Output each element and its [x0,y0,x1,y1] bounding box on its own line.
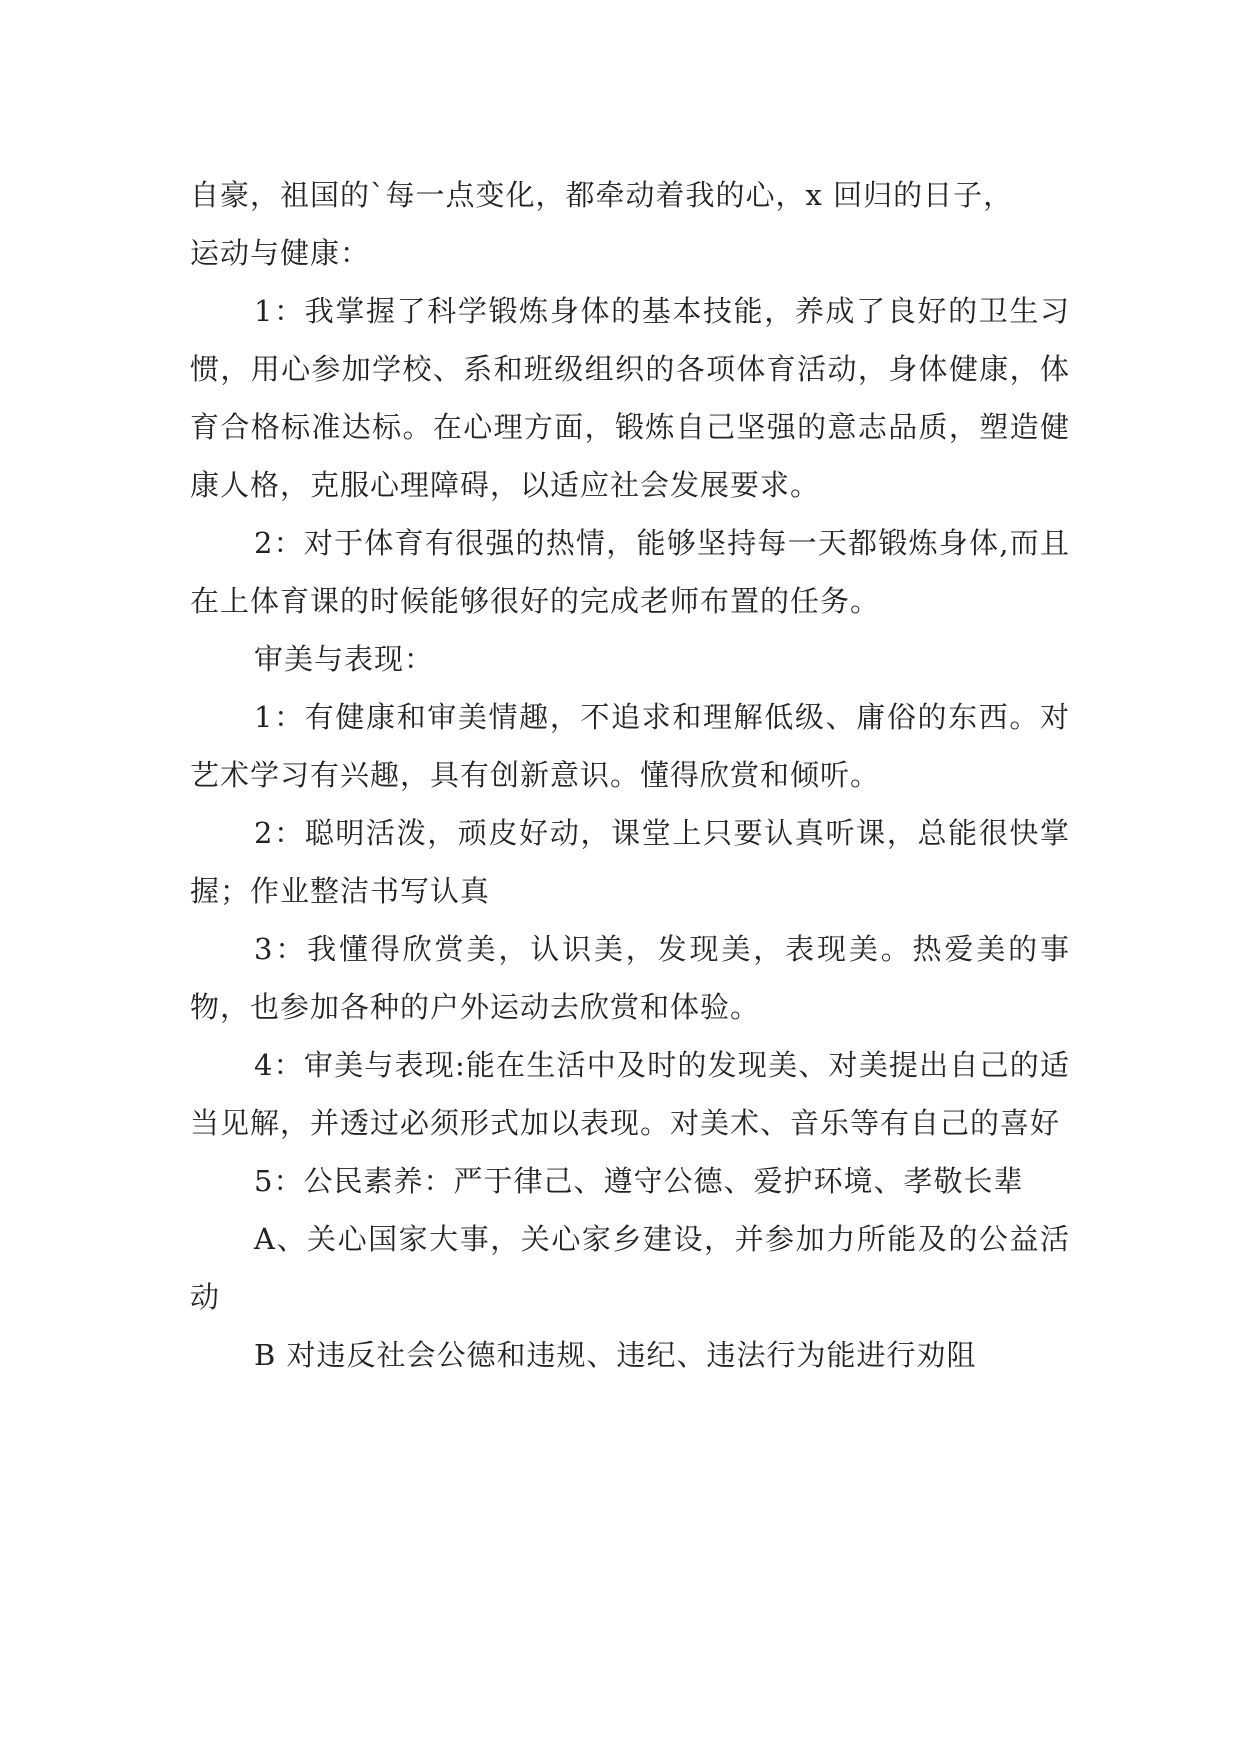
paragraph-civic-a: A、关心国家大事，关心家乡建设，并参加力所能及的公益活动 [190,1222,1070,1314]
paragraph-continuation: 自豪，祖国的`每一点变化，都牵动着我的心，x 回归的日子， [190,178,1014,212]
section-heading-aesthetics: 审美与表现： [254,642,435,676]
paragraph-sports-1: 1：我掌握了科学锻炼身体的基本技能，养成了良好的卫生习惯，用心参加学校、系和班级组织的各项体育活动，身体健康，体育合格标准达标。在心理方面，锻炼自己坚强的意志品质，塑造健康人格，克服心理障碍，以适应社会发展要求。 [190,294,1070,502]
paragraph-sports-2: 2：对于体育有很强的热情，能够坚持每一天都锻炼身体,而且在上体育课的时候能够很好的完成老师布置的任务。 [190,526,1070,618]
paragraph-aesthetics-2: 2：聪明活泼，顽皮好动，课堂上只要认真听课，总能很快掌握；作业整洁书写认真 [190,816,1070,908]
document-body [190,166,1070,1384]
paragraph-aesthetics-1: 1：有健康和审美情趣，不追求和理解低级、庸俗的东西。对艺术学习有兴趣，具有创新意识。懂得欣赏和倾听。 [190,700,1070,792]
paragraph-civic-5: 5：公民素养：严于律己、遵守公德、爱护环境、孝敬长辈 [254,1164,1024,1198]
section-heading-sports-health: 运动与健康： [190,236,371,270]
paragraph-aesthetics-4: 4：审美与表现:能在生活中及时的发现美、对美提出自己的适当见解，并透过必须形式加以表现。对美术、音乐等有自己的喜好 [190,1048,1070,1140]
paragraph-aesthetics-3: 3：我懂得欣赏美，认识美，发现美，表现美。热爱美的事物，也参加各种的户外运动去欣赏和体验。 [190,932,1070,1024]
paragraph-civic-b: B 对违反社会公德和违规、违纪、违法行为能进行劝阻 [254,1338,977,1372]
